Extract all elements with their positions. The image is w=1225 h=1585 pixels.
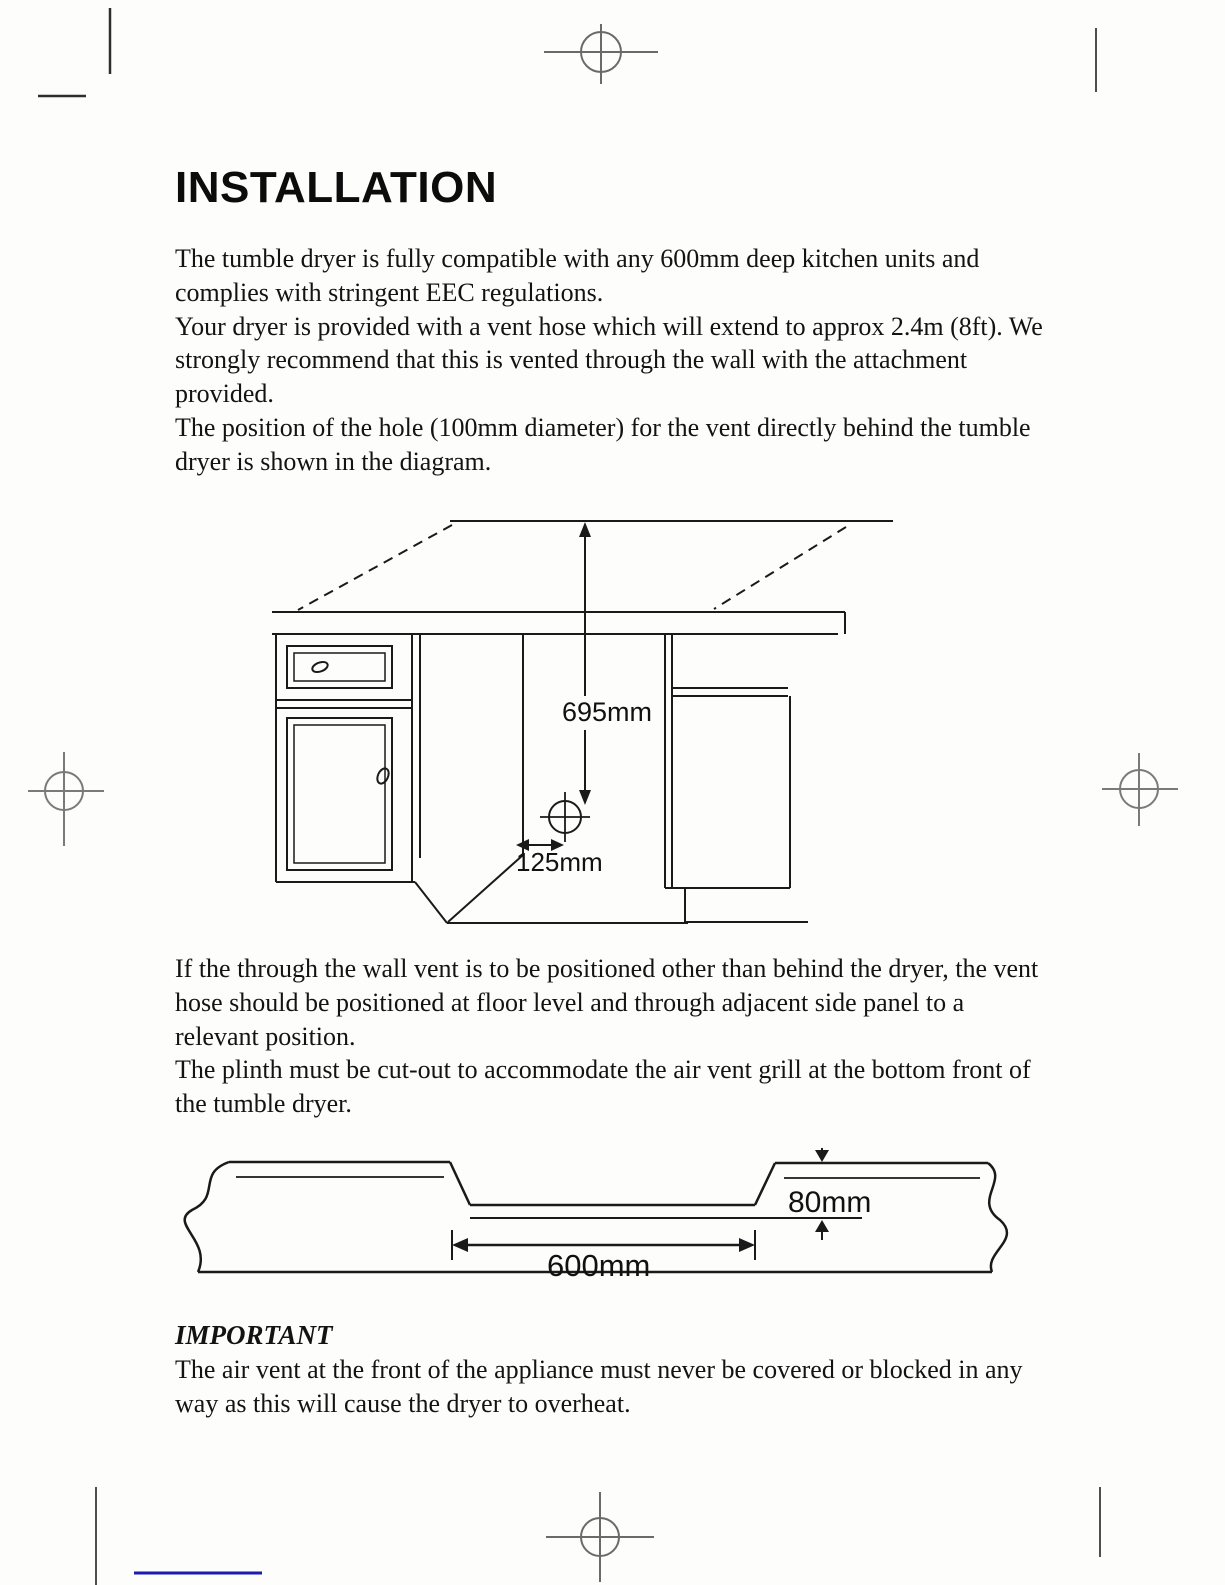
important-block bbox=[175, 1318, 1050, 1421]
height-arrow-up bbox=[579, 522, 591, 537]
dashed-perspective-right bbox=[714, 527, 846, 609]
paragraph: The position of the hole (100mm diameter) for the vent directly behind the tumble dryer is shown in the diagram. bbox=[175, 412, 1031, 476]
offset-dimension-label: 125mm bbox=[516, 847, 603, 877]
depth-arrow-up bbox=[815, 1220, 829, 1232]
plinth-cutout-diagram bbox=[172, 1148, 1012, 1298]
cupboard-door-inner bbox=[294, 725, 385, 863]
depth-dimension-label: 80mm bbox=[788, 1186, 872, 1219]
worktop-front-edge bbox=[272, 612, 845, 634]
height-arrow-down bbox=[579, 790, 591, 805]
intro-text-block bbox=[175, 242, 1050, 479]
paragraph: The air vent at the front of the appliance must never be covered or blocked in any way as this will cause the dryer to overheat. bbox=[175, 1355, 1023, 1418]
height-dimension-label: 695mm bbox=[562, 697, 653, 727]
registration-mark-top-center bbox=[544, 24, 658, 84]
cutout-step-down bbox=[450, 1162, 470, 1205]
vent-position-diagram bbox=[268, 513, 898, 945]
right-plinth bbox=[685, 888, 808, 922]
drawer-front-inner bbox=[294, 653, 385, 681]
crop-mark-top-left bbox=[38, 8, 110, 96]
registration-mark-right-middle bbox=[1102, 753, 1178, 826]
vent-hole-crosshair bbox=[540, 792, 590, 842]
depth-arrow-down bbox=[815, 1150, 829, 1162]
door-handle bbox=[375, 767, 391, 786]
cupboard-door bbox=[287, 718, 392, 870]
paragraph: If the through the wall vent is to be positioned other than behind the dryer, the vent hose should be positioned at floor level and through adjacent side panel to a relevant position. bbox=[175, 954, 1039, 1051]
recess-floor-diagonal bbox=[448, 855, 523, 922]
left-plinth-diagonal bbox=[415, 882, 447, 923]
page-title: INSTALLATION bbox=[175, 163, 498, 212]
paragraph: The plinth must be cut-out to accommodate the air vent grill at the bottom front of the tumble dryer. bbox=[175, 1055, 1031, 1119]
cutout-step-up bbox=[755, 1163, 775, 1205]
plinth-torn-end-left bbox=[185, 1162, 229, 1272]
cabinet-rails bbox=[276, 700, 412, 708]
width-arrow-right bbox=[739, 1238, 755, 1252]
right-cabinet-rails bbox=[672, 688, 788, 696]
paragraph: Your dryer is provided with a vent hose which will extend to approx 2.4m (8ft). We strongly recommend that this is vented through the wall with the attachment provided. bbox=[175, 311, 1043, 409]
paragraph: The tumble dryer is fully compatible with any 600mm deep kitchen units and complies with stringent EEC regulations. bbox=[175, 244, 980, 307]
width-dimension-label: 600mm bbox=[547, 1248, 651, 1283]
mid-text-block bbox=[175, 952, 1050, 1121]
right-divider-panel bbox=[665, 634, 672, 888]
drawer-handle bbox=[311, 660, 329, 674]
registration-mark-left-middle bbox=[28, 752, 104, 846]
left-cabinet-right-edge bbox=[412, 634, 420, 882]
important-heading: IMPORTANT bbox=[175, 1320, 333, 1350]
plinth-torn-end-right bbox=[988, 1163, 1007, 1272]
dashed-perspective-left bbox=[298, 525, 452, 610]
registration-mark-bottom-center bbox=[546, 1492, 654, 1582]
width-arrow-left bbox=[452, 1238, 468, 1252]
